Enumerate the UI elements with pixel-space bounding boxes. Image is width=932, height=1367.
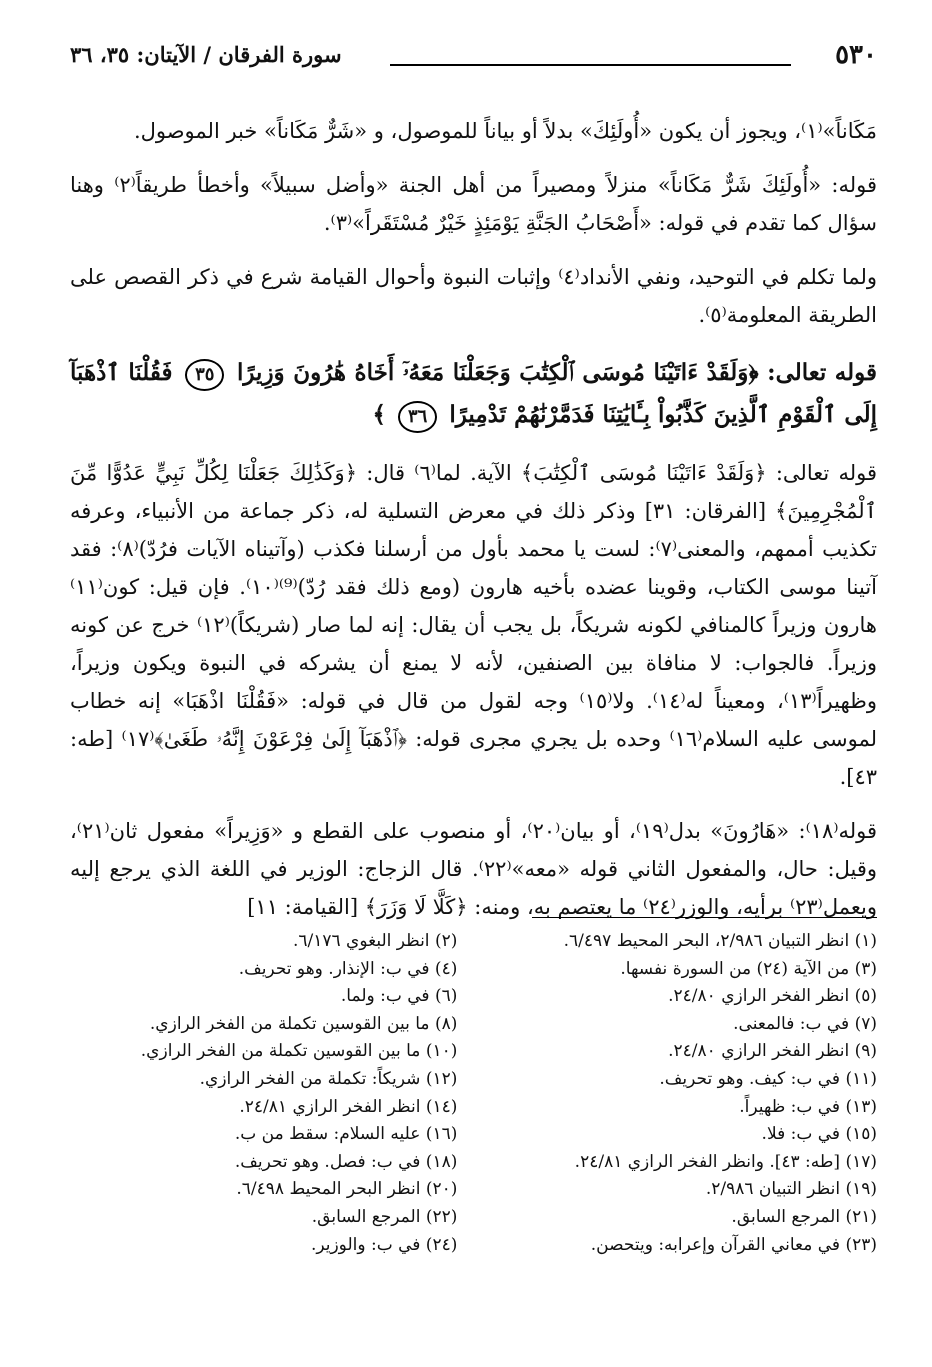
- verse-number-36: ٣٦: [398, 401, 437, 433]
- footnote: (٢٤) في ب: والوزير.: [310, 1234, 458, 1255]
- paragraph-4: قوله تعالى: ﴿وَلَقَدْ ءَاتَيْنَا مُوسَى ٱلْكِتَٰبَ﴾ الآية. لما⁽٦⁾ قال: ﴿وَكَذَٰلِكَ جَعَلْنَا لِكُلِّ نَبِيٍّ عَدُوًّا مِّنَ ٱلْمُجْرِمِينَ﴾ [الفرقان: ٣١] وذكر ذلك في معرض التسلية له، ذكر جماعة من الأنبياء، وعرفه تكذيب أممهم، والمعنى⁽٧⁾: لست يا محمد بأول من أرسلنا فكذب (وآتيناه الآيات فرُدّ)⁽٨⁾: فقد آتينا موسى الكتاب، وقوينا عضده بأخيه هارون (ومع ذلك فقد رُدّ)⁽⁹⁾⁽١٠⁾. فإن قيل: كون⁽١١⁾ هارون وزيراً كالمنافي لكونه شريكاً، بل يجب أن يقال: إنه لما صار (شريكاً)⁽١٢⁾ خرج عن كونه وزيراً. فالجواب: لا منافاة بين الصنفين، لأنه لا يمنع أن يشركه في النبوة ويكون وزيراً، وظهيراً⁽١٣⁾، ومعيناً له⁽١٤⁾. ولا⁽١٥⁾ وجه لقول من قال في قوله: «فَقُلْنَا اذْهَبَا» إنه خطاب لموسى عليه السلام⁽١٦⁾ وحده بل يجري مجرى قوله: ﴿ٱذْهَبَآ إِلَىٰ فِرْعَوْنَ إِنَّهُۥ طَغَىٰ﴾⁽١٧⁾ [طه: ٤٣].: [70, 461, 877, 789]
- footnote: (٤) في ب: الإنذار. وهو تحريف.: [238, 958, 458, 979]
- verse-text-1: قوله تعالى: ﴿وَلَقَدْ ءَاتَيْنَا مُوسَى ٱلْكِتَٰبَ وَجَعَلْنَا مَعَهُۥٓ أَخَاهُ هَٰرُونَ وَزِيرًا: [236, 359, 878, 386]
- footnote: (١٥) في ب: فلا.: [761, 1124, 877, 1145]
- footnote: (١٦) عليه السلام: سقط من ب.: [234, 1124, 458, 1145]
- footnote: (٥) انظر الفخر الرازي ٢٤/٨٠.: [668, 986, 877, 1007]
- footnote: (٦) في ب: ولما.: [340, 986, 458, 1007]
- footnote: (٨) ما بين القوسين تكملة من الفخر الرازي.: [149, 1013, 458, 1034]
- footnote-separator: [532, 917, 877, 918]
- footnote: (١٩) انظر التبيان ٢/٩٨٦.: [705, 1179, 877, 1200]
- footnote: (٢٣) في معاني القرآن وإعرابه: ويتحصن.: [590, 1234, 877, 1255]
- footnote: (١) انظر التبيان ٢/٩٨٦، البحر المحيط ٦/٤٩٧.: [563, 931, 877, 951]
- footnote: (١٠) ما بين القوسين تكملة من الفخر الرازي.: [140, 1041, 458, 1062]
- paragraph-1: مَكَاناً»⁽١⁾، ويجوز أن يكون «أُولَئِكَ» بدلاً أو بياناً للموصول، و «شَرٌّ مَكَاناً» خبر الموصول.: [133, 119, 877, 143]
- quran-verse-block: [70, 352, 877, 436]
- paragraph-2: قوله: «أُولَئِكَ شَرٌّ مَكَاناً» منزلاً ومصيراً من أهل الجنة «وأضل سبيلاً» وأخطأ طريقاً⁽٢⁾ وهنا سؤال كما تقدم في قوله: «أَصْحَابُ الجَنَّةِ يَوْمَئِذٍ خَيْرٌ مُسْتَقَراً»⁽٣⁾.: [70, 173, 877, 235]
- page-number: ٥٣٠: [835, 40, 877, 70]
- footnote: (١٨) في ب: فصل. وهو تحريف.: [234, 1151, 458, 1172]
- footnote: (٢٠) انظر البحر المحيط ٦/٤٩٨.: [236, 1179, 458, 1200]
- footnote: (٢) انظر البغوي ٦/١٧٦.: [292, 931, 458, 951]
- footnote: (٢١) المرجع السابق.: [731, 1206, 877, 1227]
- footnote: (١٢) شريكاً: تكملة من الفخر الرازي.: [199, 1068, 458, 1089]
- footnote: (٢٢) المرجع السابق.: [311, 1206, 458, 1227]
- footnotes-left-column: [70, 928, 457, 1259]
- verse-number-35: ٣٥: [185, 359, 224, 391]
- paragraph-3: ولما تكلم في التوحيد، ونفي الأنداد⁽٤⁾ وإثبات النبوة وأحوال القيامة شرع في ذكر القصص على الطريقة المعلومة⁽٥⁾.: [70, 265, 877, 327]
- footnote: (١٣) في ب: ظهيراً.: [739, 1096, 877, 1117]
- page-header: [70, 40, 877, 80]
- footnote: (١٧) [طه: ٤٣]. وانظر الفخر الرازي ٢٤/٨١.: [574, 1151, 877, 1172]
- verse-close: ﴾: [372, 401, 386, 428]
- footnote: (٧) في ب: فالمعنى.: [733, 1013, 877, 1034]
- footnote: (٩) انظر الفخر الرازي ٢٤/٨٠.: [668, 1041, 877, 1062]
- running-title: سورة الفرقان / الآيتان: ٣٥، ٣٦: [70, 42, 342, 67]
- main-text: [70, 112, 877, 942]
- verse-text-2: فَقُلْنَا ٱذْهَبَآ إِلَى ٱلْقَوْمِ ٱلَّذِينَ كَذَّبُواْ بِـَٔايَٰتِنَا فَدَمَّرْنَٰهُمْ تَدْمِيرًا: [70, 359, 877, 428]
- footnote: (٣) من الآية (٢٤) من السورة نفسها.: [620, 958, 877, 979]
- paragraph-5: قوله⁽١٨⁾: «هَارُونَ» بدل⁽١٩⁾، أو بيان⁽٢٠⁾، أو منصوب على القطع و «وَزِيراً» مفعول ثان⁽٢١⁾، وقيل: حال، والمفعول الثاني قوله «معه»⁽٢٢⁾. قال الزجاج: الوزير في اللغة الذي يرجع إليه ويعمل⁽٢٣⁾ برأيه، والوزر⁽٢٤⁾ ما يعتصم به، ومنه: ﴿كَلَّا لَا وَزَرَ﴾ [القيامة: ١١]: [70, 819, 878, 919]
- footnote: (١١) في ب: كيف. وهو تحريف.: [659, 1068, 877, 1089]
- footnotes-right-column: [490, 928, 877, 1259]
- header-rule: [390, 64, 791, 66]
- footnote: (١٤) انظر الفخر الرازي ٢٤/٨١.: [239, 1096, 458, 1117]
